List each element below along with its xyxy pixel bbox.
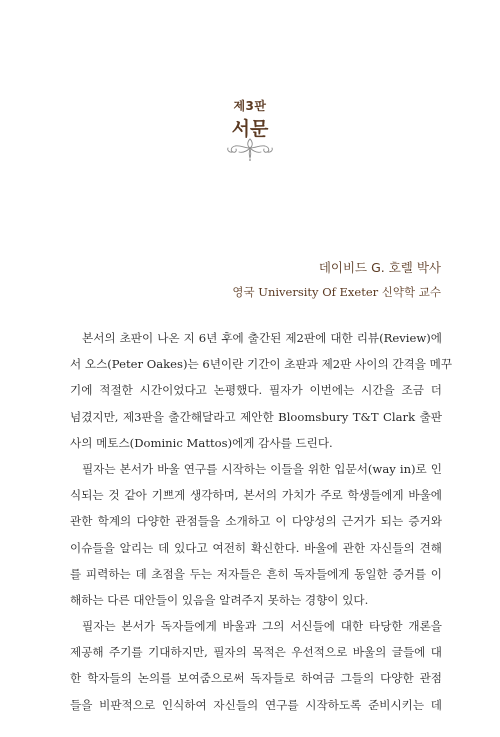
preface-body	[70, 325, 453, 718]
author-affiliation: 영국 University Of Exeter 신약학 교수	[232, 285, 441, 299]
text-line: 들을 비판적으로 인식하여 자신들의 연구를 시작하도록 준비시키는 데	[70, 697, 442, 712]
text-line: 를 피력하는 데 초점을 두는 저자들은 흔히 독자들에게 동일한 증거를 이	[70, 566, 442, 581]
text-line: 기에 적절한 시간이었다고 논평했다. 필자가 이번에는 시간을 조금 더	[70, 383, 442, 398]
flourish-ornament-icon	[225, 135, 275, 163]
text-line: 관한 학계의 다양한 관점들을 소개하고 이 다양성의 근거가 되는 증거와	[70, 514, 442, 529]
text-line: 해하는 다른 대안들이 있음을 알려주지 못하는 경향이 있다.	[70, 592, 369, 607]
text-line: 이슈들을 알리는 데 있다고 여전히 확신한다. 바울에 관한 자신들의 견해	[70, 540, 442, 555]
text-line: 필자는 본서가 독자들에게 바울과 그의 서신들에 대한 타당한 개론을	[82, 619, 442, 634]
text-line: 사의 메토스(Dominic Mattos)에게 감사를 드린다.	[70, 435, 333, 450]
page-title: 서문	[231, 118, 269, 140]
author-name: 데이비드 G. 호렐 박사	[318, 260, 441, 275]
text-line: 본서의 초판이 나온 지 6년 후에 출간된 제2판에 대한 리뷰(Review)에	[82, 331, 442, 345]
text-line: 제공해 주기를 기대하지만, 필자의 목적은 우선적으로 바울의 글들에 대	[70, 645, 442, 660]
text-line: 넘겼지만, 제3판을 출간해달라고 제안한 Bloomsbury T&T Clark 출판	[70, 409, 442, 424]
text-line: 식되는 것 같아 기쁘게 생각하며, 본서의 가치가 주로 학생들에게 바울에	[70, 488, 442, 503]
text-line: 서 오스(Peter Oakes)는 6년이란 기간이 초판과 제2판 사이의 간격을 메꾸	[70, 357, 453, 372]
text-line: 필자는 본서가 바울 연구를 시작하는 이들을 위한 입문서(way in)로 인	[82, 461, 442, 476]
edition-label: 제3판	[233, 99, 267, 113]
text-line: 한 학자들의 논의를 보여줌으로써 독자들로 하여금 그들의 다양한 관점	[70, 671, 442, 686]
